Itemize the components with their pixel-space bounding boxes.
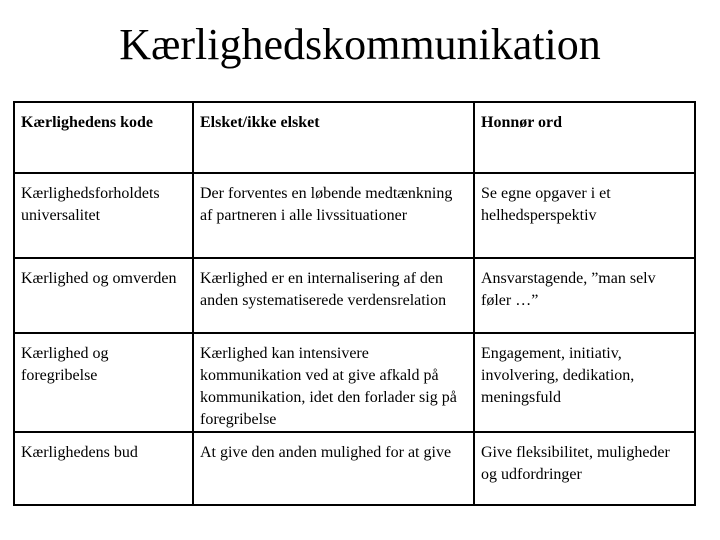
table-row	[14, 432, 695, 505]
table-cell: Give fleksibilitet, muligheder og udfordringer	[474, 432, 695, 505]
table-cell: Engagement, initiativ, involvering, dedikation, meningsfuld	[474, 333, 695, 432]
table-cell: Se egne opgaver i et helhedsperspektiv	[474, 173, 695, 258]
header-cell-loved: Elsket/ikke elsket	[193, 102, 474, 173]
table-cell: Der forventes en løbende medtænkning af partneren i alle livssituationer	[193, 173, 474, 258]
table-row	[14, 333, 695, 432]
table-cell: Kærlighed kan intensivere kommunikation ved at give afkald på kommunikation, idet den forlader sig på foregribelse	[193, 333, 474, 432]
table-cell: Kærlighed og foregribelse	[14, 333, 193, 432]
table-row	[14, 258, 695, 333]
table-cell: Kærlighed er en internalisering af den anden systematiserede verdensrelation	[193, 258, 474, 333]
table-cell: Kærlighed og omverden	[14, 258, 193, 333]
love-communication-table	[13, 101, 696, 506]
table-header-row	[14, 102, 695, 173]
table-cell: Ansvarstagende, ”man selv føler …”	[474, 258, 695, 333]
header-cell-code: Kærlighedens kode	[14, 102, 193, 173]
slide-title: Kærlighedskommunikation	[119, 20, 601, 69]
table-cell: At give den anden mulighed for at give	[193, 432, 474, 505]
header-cell-honor-words: Honnør ord	[474, 102, 695, 173]
table-cell: Kærlighedsforholdets universalitet	[14, 173, 193, 258]
table-cell: Kærlighedens bud	[14, 432, 193, 505]
table-row	[14, 173, 695, 258]
